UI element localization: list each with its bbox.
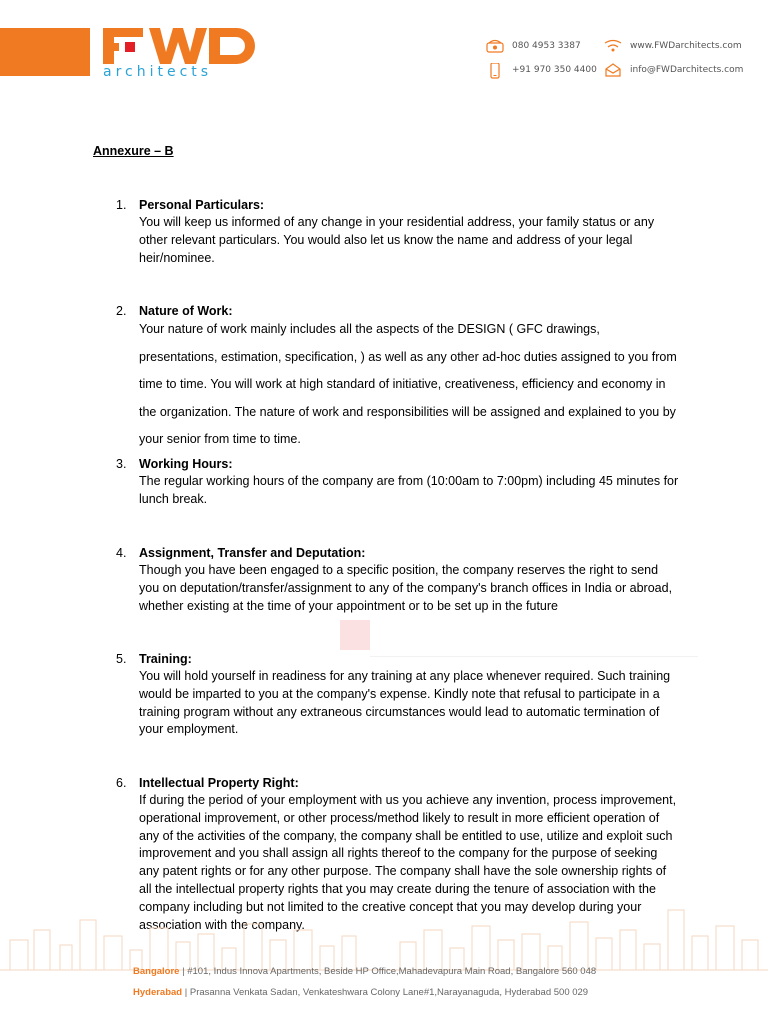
email-link[interactable]: info@FWDarchitects.com (630, 65, 744, 75)
item-body: If during the period of your employment with us you achieve any invention, process improvement, operational improvement, or other process/method likely to result in more efficient operation of any of the activities of the company, the company shall be entitled to use, utilize and exploit such improvement and you shall assign all rights thereof to the company for the purpose of seeking any patent rights or for any other purpose. The company shall have the sole ownership rights of all the intellectual property rights that you may create during the tenure of association with the company including but not limited to the creative concept that you may develop during your association with the company. (139, 793, 677, 932)
footer-address: | #101, Indus Innova Apartments, Beside HP Office,Mahadevapura Main Road, Bangalore 560 048 (179, 966, 597, 977)
page-title: Annexure – B (93, 144, 174, 158)
item-heading: Intellectual Property Right: (139, 776, 299, 790)
item-number: 1. (116, 198, 127, 212)
item-body: The regular working hours of the company are from (10:00am to 7:00pm) including 45 minutes for lunch break. (139, 474, 679, 506)
logo-d-icon (209, 28, 255, 64)
contact-web (604, 34, 743, 82)
logo-w-icon (149, 28, 207, 64)
item-number: 5. (116, 652, 127, 666)
item-heading: Training: (139, 652, 192, 666)
item-body: You will keep us informed of any change in your residential address, your family status or any other relevant particulars. You would also let us know the name and address of your legal heir/nominee. (139, 215, 655, 265)
globe-icon (604, 39, 622, 53)
company-logo (103, 28, 253, 80)
item-heading: Personal Particulars: (139, 198, 265, 212)
email-icon (604, 63, 622, 77)
item-heading: Working Hours: (139, 457, 233, 471)
footer-address: | Prasanna Venkata Sadan, Venkateshwara Colony Lane#1,Narayanaguda, Hyderabad 500 029 (182, 987, 589, 998)
footer-address-hyderabad (133, 987, 588, 998)
website-link[interactable]: www.FWDarchitects.com (630, 41, 742, 51)
item-body: Though you have been engaged to a specific position, the company reserves the right to send you on deputation/transfer/assignment to any of the company's branch offices in India or abroad, whether existing at the time of your appointment or to be set up in the future (139, 563, 673, 613)
contact-phones (486, 34, 597, 82)
footer-address-bangalore (133, 966, 596, 977)
watermark-line (370, 656, 698, 657)
item-body: Your nature of work mainly includes all the aspects of the DESIGN ( GFC drawings, presentations, estimation, specification, ) as well as any other ad-hoc duties assigned to you from time to time. You will work at high standard of initiative, creativeness, efficiency and economy in the organization. The nature of work and responsibilities will be assigned and explained to you by your senior from time to time. (139, 322, 677, 446)
phone-mobile[interactable]: +91 970 350 4400 (512, 65, 597, 75)
item-number: 6. (116, 776, 127, 790)
brand-orange-block (0, 28, 90, 76)
phone-icon (486, 39, 504, 53)
item-body: You will hold yourself in readiness for any training at any place whenever required. Such training would be imparted to you at the company's expense. Kindly note that refusal to participate in a training program without any extraneous circumstances would lead to automatic termination of your employment. (139, 669, 671, 737)
skyline-graphic (0, 900, 768, 972)
footer-city: Bangalore (133, 966, 180, 977)
footer-city: Hyderabad (133, 987, 183, 998)
item-number: 2. (116, 304, 127, 318)
watermark-square (340, 620, 370, 650)
item-number: 3. (116, 457, 127, 471)
item-number: 4. (116, 546, 127, 560)
mobile-icon (486, 63, 504, 77)
item-heading: Nature of Work: (139, 304, 233, 318)
phone-landline[interactable]: 080 4953 3387 (512, 41, 581, 51)
logo-mark (103, 28, 255, 64)
item-heading: Assignment, Transfer and Deputation: (139, 546, 366, 560)
logo-subtitle: architects (103, 64, 213, 80)
logo-f-icon (103, 28, 147, 64)
